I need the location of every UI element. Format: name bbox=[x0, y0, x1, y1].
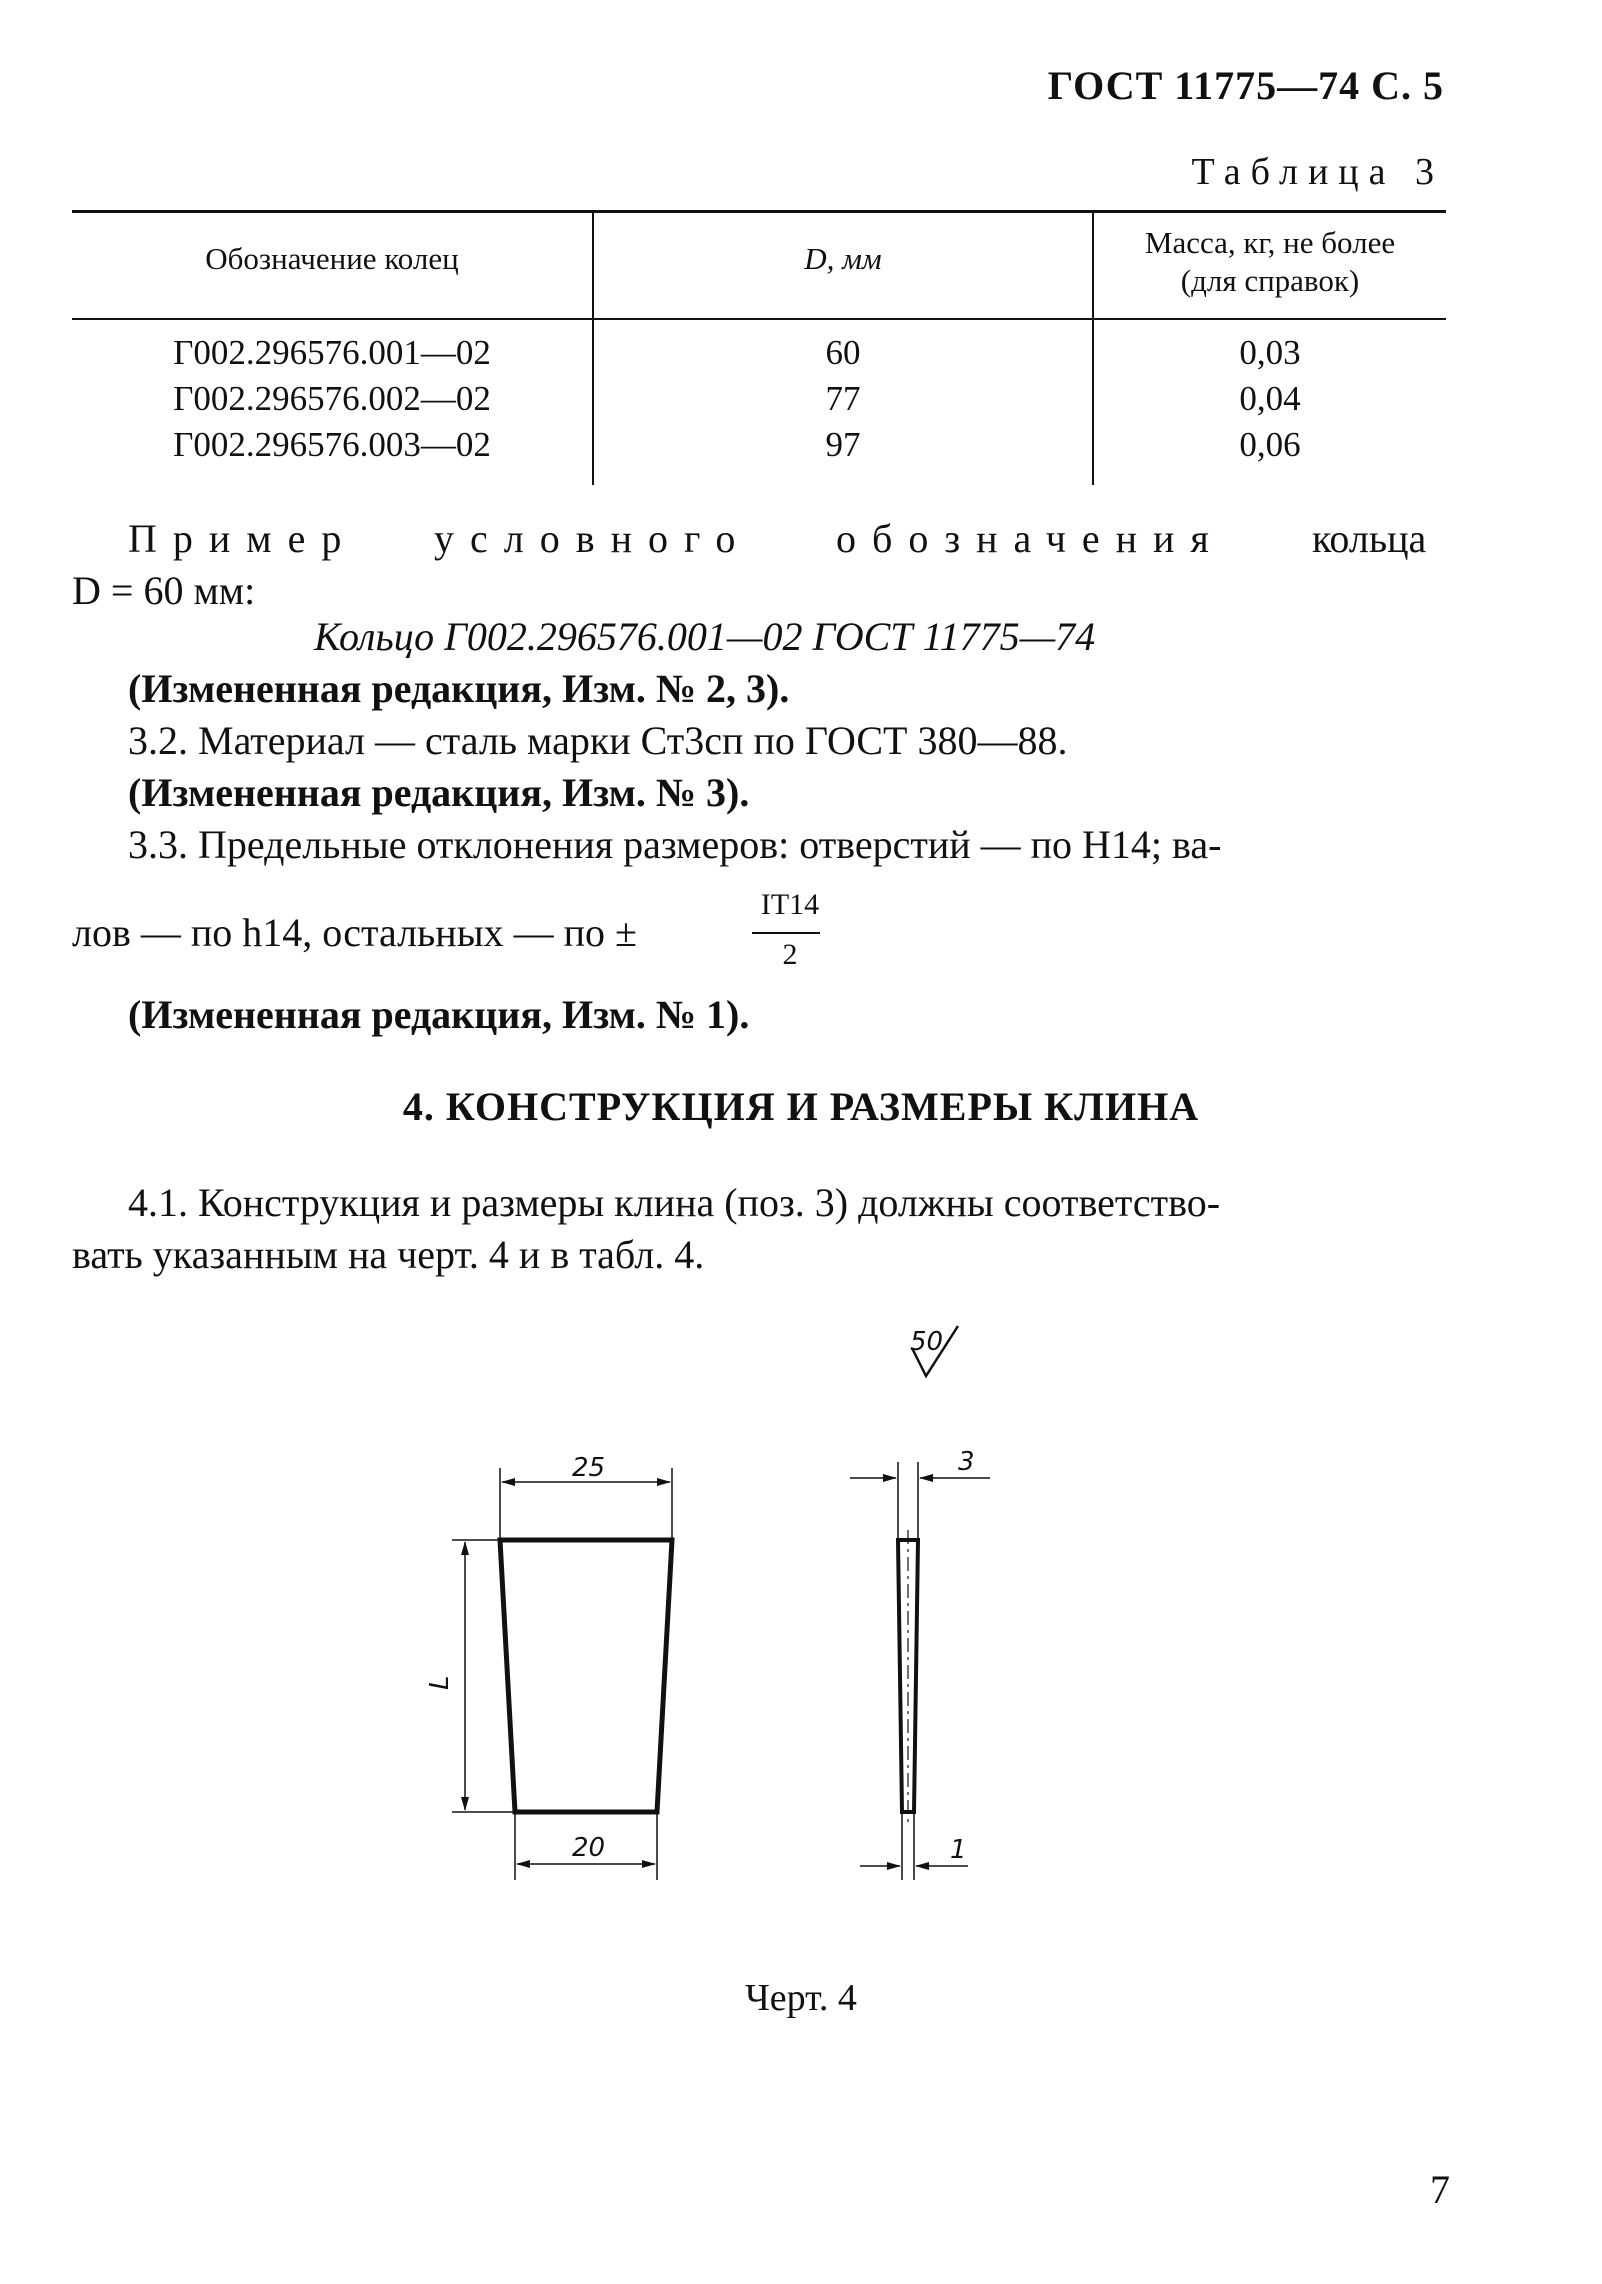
dim-thick-bottom: 1 bbox=[950, 1835, 967, 1865]
dim-thick-top: 3 bbox=[958, 1447, 975, 1477]
column-header-mass: Масса, кг, не более (для справок) bbox=[1144, 225, 1396, 298]
fraction-numerator: IT14 bbox=[760, 888, 820, 921]
roughness-symbol bbox=[910, 1326, 958, 1376]
table-caption: Таблица 3 bbox=[1191, 151, 1444, 193]
edit-note: (Измененная редакция, Изм. № 3). bbox=[128, 770, 750, 815]
fraction-denominator: 2 bbox=[782, 938, 798, 971]
table-cell: Г002.296576.003—02 bbox=[173, 425, 491, 464]
table-cell: Г002.296576.002—02 bbox=[173, 379, 491, 418]
example-word: Пример bbox=[128, 516, 358, 561]
dim-bottom-width: 20 bbox=[572, 1833, 606, 1863]
figure-caption: Черт. 4 bbox=[745, 1977, 857, 2019]
table-cell: Г002.296576.001—02 bbox=[173, 333, 491, 372]
table-header-rule bbox=[72, 318, 1446, 320]
example-word: кольца bbox=[1312, 516, 1427, 561]
dim-height: L bbox=[425, 1675, 455, 1690]
table-cell: 77 bbox=[825, 379, 861, 418]
roughness-value: 50 bbox=[910, 1327, 944, 1357]
fraction-bar bbox=[752, 932, 820, 934]
example-word: условного bbox=[434, 516, 752, 561]
table-cell: 60 bbox=[825, 333, 861, 372]
edit-note: (Измененная редакция, Изм. № 2, 3). bbox=[128, 666, 790, 711]
example-word: обозначения bbox=[836, 516, 1225, 561]
table-top-rule bbox=[72, 210, 1446, 213]
example-designation: Кольцо Г002.296576.001—02 ГОСТ 11775—74 bbox=[314, 614, 1096, 659]
table-cell: 0,04 bbox=[1239, 379, 1301, 418]
edit-note: (Измененная редакция, Изм. № 1). bbox=[128, 992, 750, 1037]
paragraph-4-1-cont: вать указанным на черт. 4 и в табл. 4. bbox=[72, 1232, 705, 1277]
section-title: 4. КОНСТРУКЦИЯ И РАЗМЕРЫ КЛИНА bbox=[402, 1084, 1200, 1129]
paragraph-3-2: 3.2. Материал — сталь марки Ст3сп по ГОСТ 380—88. bbox=[128, 718, 1068, 763]
dim-top-width: 25 bbox=[572, 1453, 606, 1483]
column-header-designation: Обозначение колец bbox=[205, 241, 459, 276]
table-cell: 0,03 bbox=[1239, 333, 1301, 372]
wedge-side-view bbox=[850, 1447, 990, 1880]
paragraph-4-1: 4.1. Конструкция и размеры клина (поз. 3) должны соответство- bbox=[128, 1180, 1221, 1225]
page-header: ГОСТ 11775—74 С. 5 bbox=[1047, 63, 1444, 108]
column-header-diameter: D, мм bbox=[804, 241, 882, 276]
example-size: D = 60 мм: bbox=[72, 568, 256, 613]
page-number: 7 bbox=[1430, 2167, 1450, 2212]
table-cell: 0,06 bbox=[1239, 425, 1301, 464]
paragraph-3-3-cont: лов — по h14, остальных — по ± bbox=[72, 910, 637, 955]
wedge-front-view bbox=[425, 1453, 672, 1880]
rings-table bbox=[72, 210, 1446, 485]
table-cell: 97 bbox=[825, 425, 861, 464]
paragraph-3-3: 3.3. Предельные отклонения размеров: отверстий — по Н14; ва- bbox=[128, 822, 1222, 867]
